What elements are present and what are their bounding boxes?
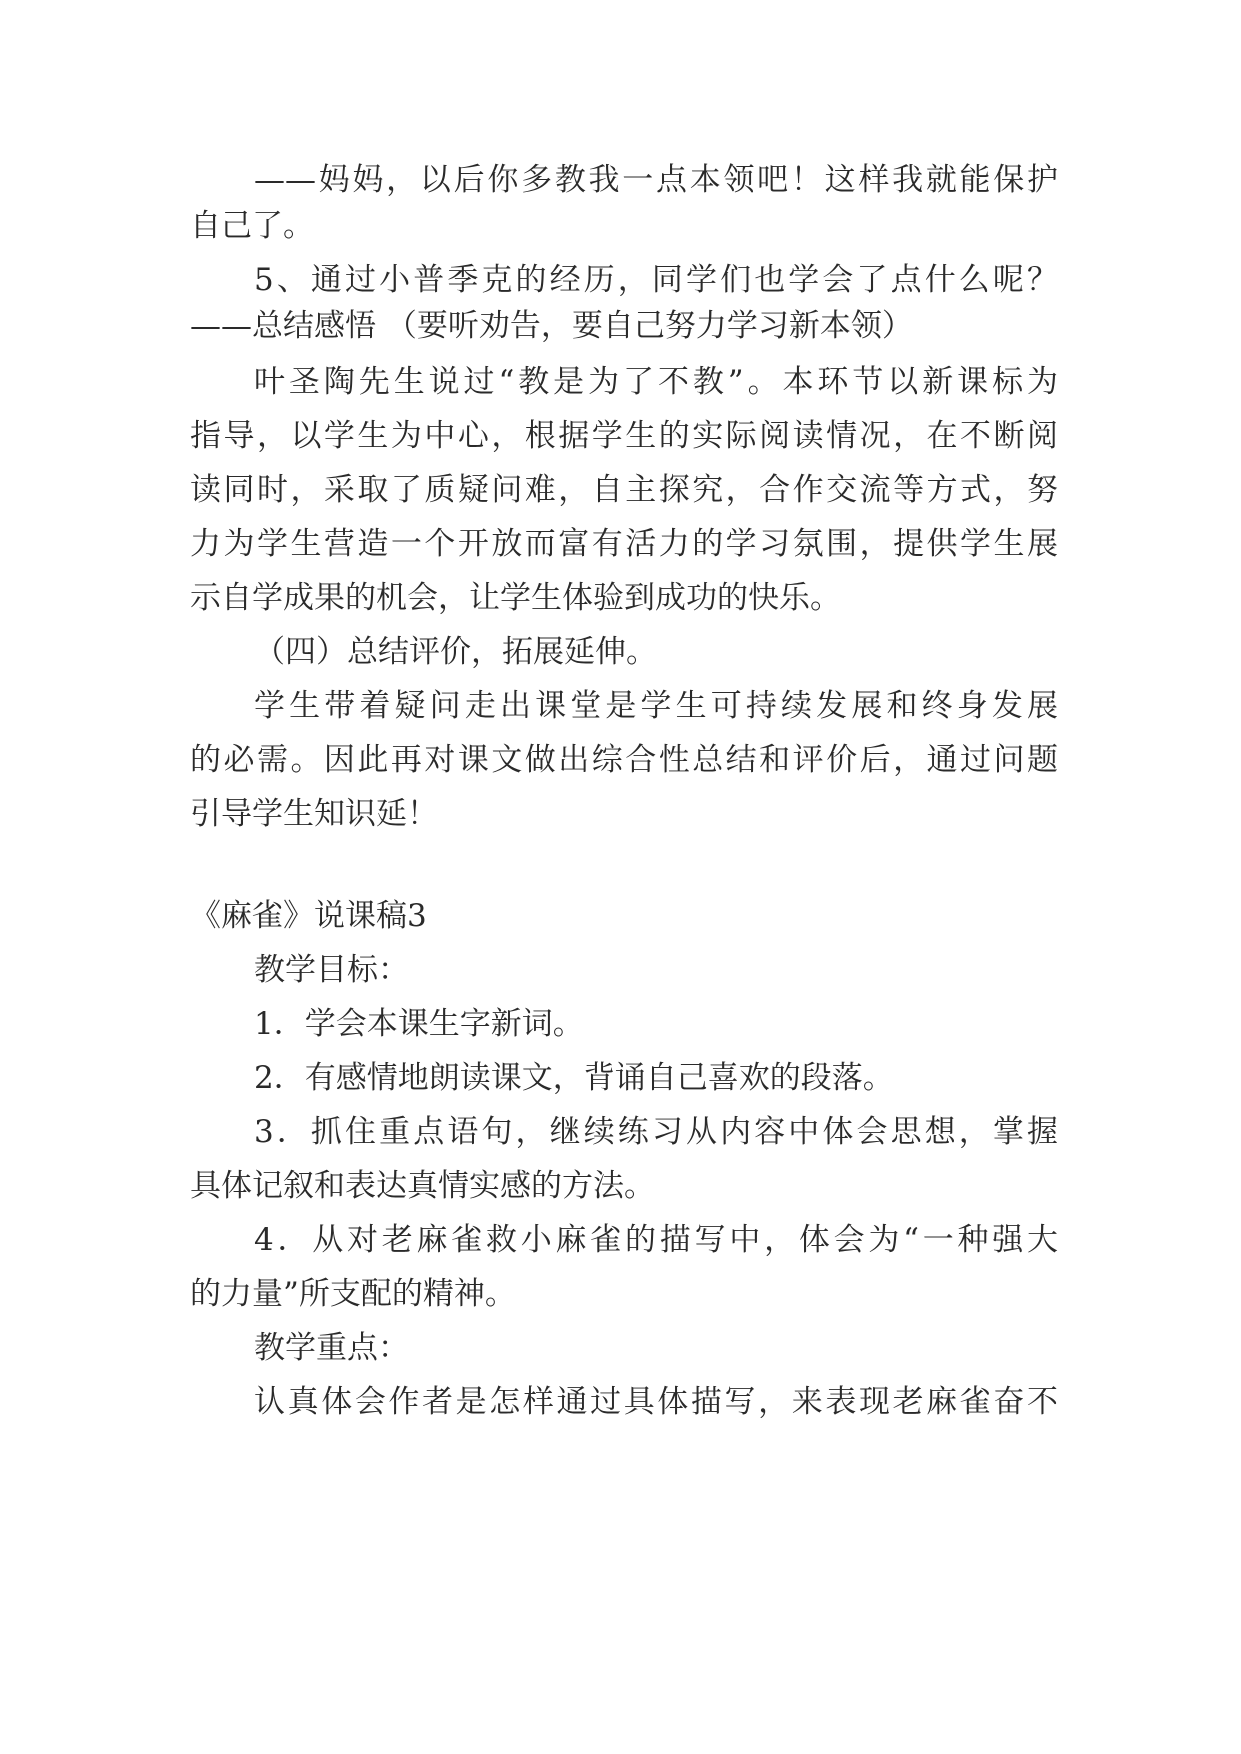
subheading: 教学重点：: [254, 1330, 409, 1366]
paragraph-line: 读同时，采取了质疑问难，自主探究，合作交流等方式，努: [190, 472, 1058, 508]
paragraph-line: 的力量”所支配的精神。: [190, 1276, 516, 1312]
paragraph-line: ——妈妈，以后你多教我一点本领吧！这样我就能保护: [254, 162, 1058, 198]
paragraph-line: 学生带着疑问走出课堂是学生可持续发展和终身发展: [254, 688, 1058, 724]
section-heading: （四）总结评价，拓展延伸。: [254, 634, 657, 670]
paragraph-line: 认真体会作者是怎样通过具体描写，来表现老麻雀奋不: [254, 1384, 1058, 1420]
list-item: 1．学会本课生字新词。: [254, 1006, 584, 1042]
paragraph-line: 叶圣陶先生说过“教是为了不教”。本环节以新课标为: [254, 364, 1058, 400]
paragraph-line: 的必需。因此再对课文做出综合性总结和评价后，通过问题: [190, 742, 1058, 778]
paragraph-line: 具体记叙和表达真情实感的方法。: [190, 1168, 655, 1204]
paragraph-line: 5、通过小普季克的经历，同学们也学会了点什么呢？: [254, 262, 1058, 298]
paragraph-line: 引导学生知识延！: [190, 796, 438, 832]
paragraph-line: 示自学成果的机会，让学生体验到成功的快乐。: [190, 580, 841, 616]
list-item: 3．抓住重点语句，继续练习从内容中体会思想，掌握: [254, 1114, 1058, 1150]
list-item: 4．从对老麻雀救小麻雀的描写中，体会为“一种强大: [254, 1222, 1058, 1258]
paragraph-line: 自己了。: [190, 208, 314, 244]
paragraph-line: 指导，以学生为中心，根据学生的实际阅读情况，在不断阅: [190, 418, 1058, 454]
paragraph-line: 力为学生营造一个开放而富有活力的学习氛围，提供学生展: [190, 526, 1058, 562]
list-item: 2．有感情地朗读课文，背诵自己喜欢的段落。: [254, 1060, 894, 1096]
subheading: 教学目标：: [254, 952, 409, 988]
paragraph-line: ——总结感悟 （要听劝告，要自己努力学习新本领）: [190, 308, 913, 344]
document-title: 《麻雀》说课稿3: [190, 898, 427, 934]
